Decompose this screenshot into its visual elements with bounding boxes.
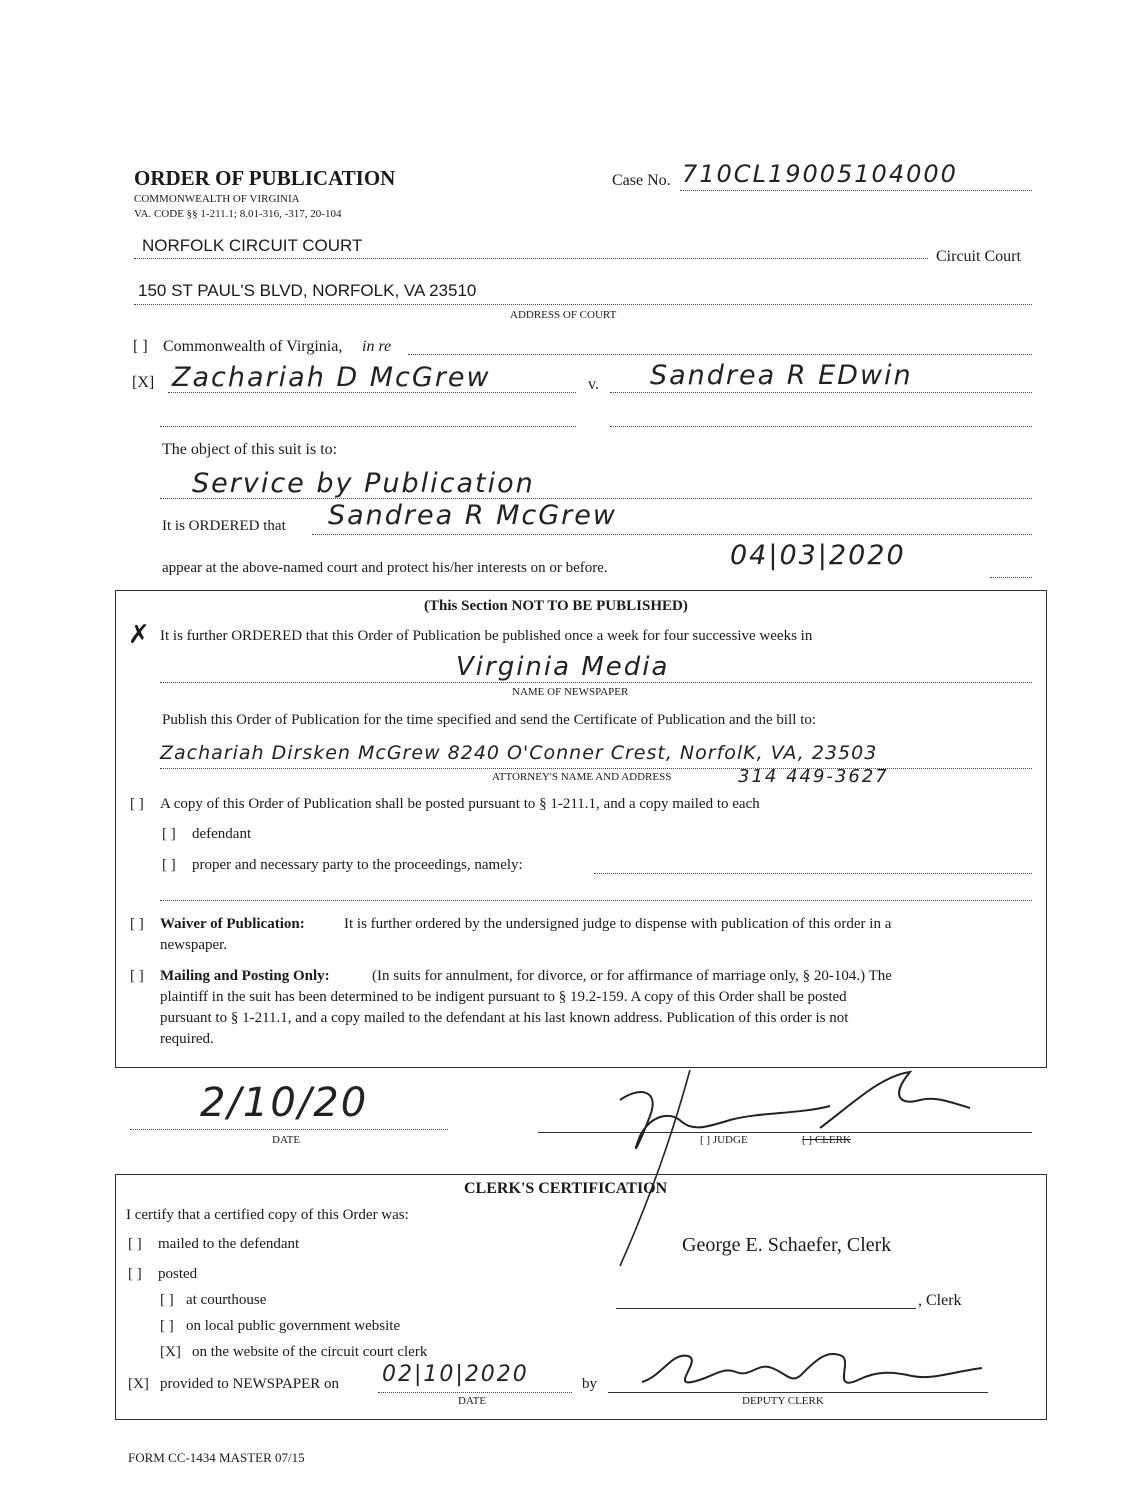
object-label: The object of this suit is to:	[162, 441, 338, 458]
case-no-line	[680, 190, 1032, 191]
not-published-heading: (This Section NOT TO BE PUBLISHED)	[424, 598, 688, 614]
newspaper-provided-checkbox[interactable]: [X]	[128, 1376, 149, 1392]
party-checkbox[interactable]: [ ]	[162, 857, 176, 873]
attorney-phone[interactable]: 314 449-3627	[738, 766, 889, 787]
certification-heading: CLERK'S CERTIFICATION	[464, 1180, 668, 1197]
circuit-website-option: on the website of the circuit court clerk	[192, 1344, 428, 1360]
judge-label[interactable]: [ ] JUDGE	[700, 1134, 748, 1146]
by-label: by	[582, 1376, 597, 1392]
statute-code: VA. CODE §§ 1-211.1; 8.01-316, -317, 20-104	[134, 208, 342, 220]
waiver-checkbox[interactable]: [ ]	[130, 916, 144, 932]
attorney-label: ATTORNEY'S NAME AND ADDRESS	[492, 771, 672, 783]
circuit-court-suffix: Circuit Court	[936, 248, 1021, 265]
local-website-option: on local public government website	[186, 1318, 401, 1334]
form-title: ORDER OF PUBLICATION	[134, 166, 396, 190]
mailing-text-3: pursuant to § 1-211.1, and a copy mailed to the defendant at his last known address. Publication of this order is not	[160, 1010, 849, 1026]
waiver-text-2: newspaper.	[160, 937, 228, 953]
clerk-label[interactable]: [ ] CLERK	[802, 1134, 851, 1146]
address-of-court-label: ADDRESS OF COURT	[510, 309, 617, 321]
posted-option: posted	[158, 1266, 198, 1282]
appear-date[interactable]: 04|03|2020	[730, 540, 906, 571]
court-address[interactable]: 150 ST PAUL'S BLVD, NORFOLK, VA 23510	[138, 281, 477, 300]
further-checkbox[interactable]: ✗	[128, 620, 150, 650]
defendant-name[interactable]: Sandrea R EDwin	[650, 360, 913, 391]
party-line-2	[160, 900, 1032, 901]
case-no-label: Case No.	[612, 172, 671, 189]
waiver-label: Waiver of Publication:	[160, 916, 305, 932]
versus-label: v.	[588, 376, 599, 393]
order-date-label: DATE	[272, 1134, 301, 1146]
courthouse-checkbox[interactable]: [ ]	[160, 1292, 174, 1308]
attorney-line	[160, 768, 1032, 769]
object-value[interactable]: Service by Publication	[192, 468, 535, 499]
plaintiff-name[interactable]: Zachariah D McGrew	[172, 362, 491, 393]
form-number: FORM CC-1434 MASTER 07/15	[128, 1450, 305, 1465]
newspaper-line	[160, 682, 1032, 683]
mailing-text-2: plaintiff in the suit has been determined to be indigent pursuant to § 19.2-159. A copy of this Order shall be posted	[160, 989, 847, 1005]
court-name-line	[134, 258, 928, 259]
publish-text: Publish this Order of Publication for the time specified and send the Certificate of Publication and the bill to:	[162, 712, 817, 728]
waiver-text: It is further ordered by the undersigned judge to dispense with publication of this order in a	[344, 916, 892, 932]
clerk-signature-line	[616, 1308, 916, 1309]
appear-text: appear at the above-named court and protect his/her interests on or before.	[162, 560, 608, 576]
mailing-text-4: required.	[160, 1031, 214, 1047]
certification-intro: I certify that a certified copy of this Order was:	[126, 1207, 409, 1223]
circuit-website-checkbox[interactable]: [X]	[160, 1344, 181, 1360]
clerk-name: George E. Schaefer, Clerk	[682, 1234, 892, 1256]
commonwealth-checkbox[interactable]: [ ]	[133, 338, 148, 355]
plaintiff-line	[168, 392, 576, 393]
deputy-clerk-label: DEPUTY CLERK	[742, 1395, 824, 1407]
ordered-label: It is ORDERED that	[162, 518, 286, 534]
object-line	[160, 498, 1032, 499]
newspaper-provided-text: provided to NEWSPAPER on	[160, 1376, 340, 1392]
ordered-party[interactable]: Sandrea R McGrew	[328, 500, 617, 531]
posted-checkbox[interactable]: [ ]	[128, 1266, 142, 1282]
mailed-checkbox[interactable]: [ ]	[128, 1236, 142, 1252]
copy-checkbox[interactable]: [ ]	[130, 796, 144, 812]
deputy-clerk-signature-icon	[632, 1342, 992, 1402]
attorney-name-address[interactable]: Zachariah Dirsken McGrew 8240 O'Conner Crest, NorfolK, VA, 23503	[160, 742, 878, 764]
defendant-option: defendant	[192, 826, 252, 842]
court-name[interactable]: NORFOLK CIRCUIT COURT	[142, 236, 363, 255]
newspaper-label: NAME OF NEWSPAPER	[512, 686, 629, 698]
courthouse-option: at courthouse	[186, 1292, 267, 1308]
newspaper-date-label: DATE	[458, 1395, 487, 1407]
further-text: It is further ORDERED that this Order of Publication be published once a week for four successive weeks in	[160, 628, 813, 644]
newspaper-provided-date[interactable]: 02|10|2020	[382, 1362, 529, 1387]
mailing-checkbox[interactable]: [ ]	[130, 968, 144, 984]
mailing-text: (In suits for annulment, for divorce, or for affirmance of marriage only, § 20-104.) The	[372, 968, 892, 984]
local-website-checkbox[interactable]: [ ]	[160, 1318, 174, 1334]
newspaper-name[interactable]: Virginia Media	[456, 652, 670, 682]
in-re-line	[408, 354, 1032, 355]
defendant-checkbox[interactable]: [ ]	[162, 826, 176, 842]
clerk-suffix: , Clerk	[918, 1292, 962, 1309]
court-address-line	[134, 304, 1032, 305]
in-re-label: in re	[362, 338, 392, 355]
form-subtitle: COMMONWEALTH OF VIRGINIA	[134, 193, 300, 205]
plaintiff-line-2	[160, 426, 576, 427]
appear-line	[990, 577, 1032, 578]
party-line	[594, 873, 1032, 874]
defendant-line	[610, 392, 1032, 393]
commonwealth-label: Commonwealth of Virginia,	[163, 338, 343, 355]
party-option: proper and necessary party to the proceedings, namely:	[192, 857, 523, 873]
case-no-value[interactable]: 710CL19005104000	[682, 160, 958, 188]
order-date[interactable]: 2/10/20	[200, 1080, 369, 1126]
defendant-line-2	[610, 426, 1032, 427]
order-date-line	[130, 1129, 448, 1130]
ordered-line	[312, 534, 1032, 535]
plaintiff-checkbox[interactable]: [X]	[132, 374, 155, 391]
mailed-option: mailed to the defendant	[158, 1236, 300, 1252]
copy-text: A copy of this Order of Publication shall be posted pursuant to § 1-211.1, and a copy mailed to each	[160, 796, 760, 812]
newspaper-date-line	[378, 1392, 572, 1393]
mailing-label: Mailing and Posting Only:	[160, 968, 330, 984]
